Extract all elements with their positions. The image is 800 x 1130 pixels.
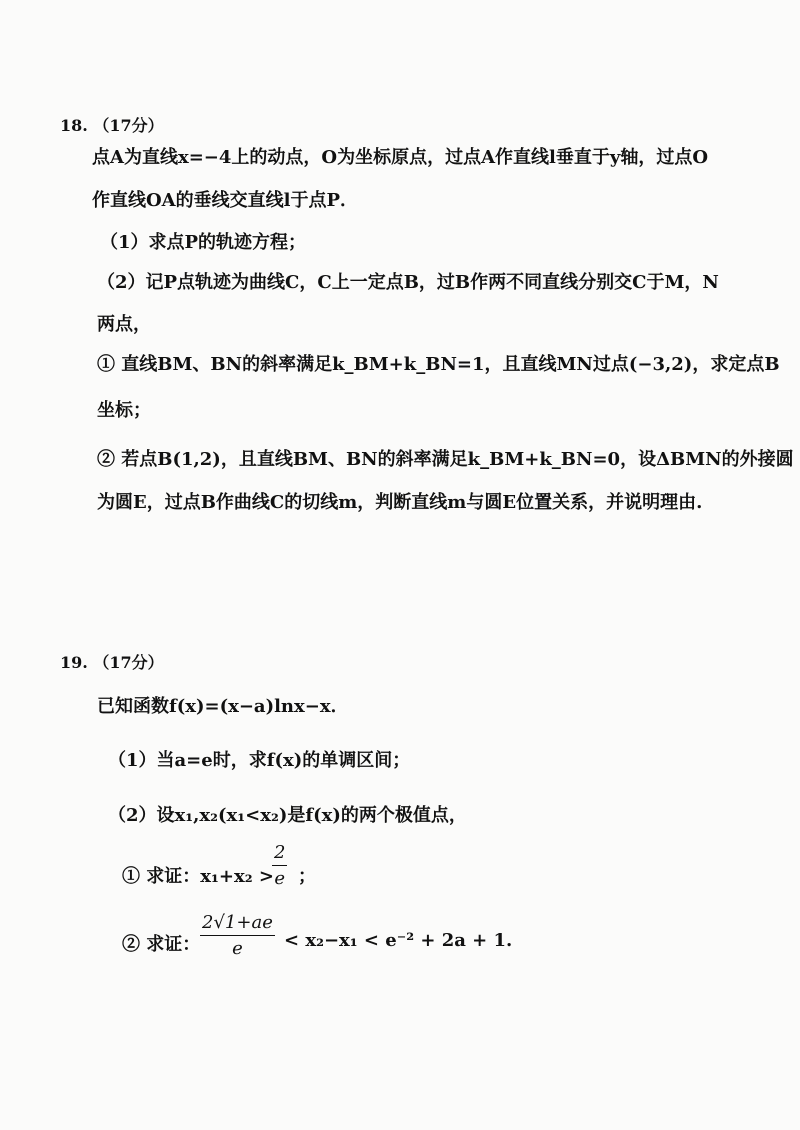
q18-line-7: 坐标；	[97, 400, 151, 421]
q18-line-3: （1）求点P的轨迹方程；	[100, 232, 307, 253]
q18-line-4: （2）记P点轨迹为曲线C，C上一定点B，过B作两不同直线分别交C于M，N	[97, 272, 719, 293]
q18-line-6: ① 直线BM、BN的斜率满足k_BM+k_BN=1，且直线MN过点(−3,2)，求定点B	[97, 354, 780, 375]
q18-line-5: 两点，	[97, 314, 151, 335]
q19-line-5-suffix: < x₂−x₁ < e⁻² + 2a + 1.	[284, 930, 513, 951]
q18-line-2: 作直线OA的垂线交直线l于点P．	[92, 190, 359, 211]
q19-header: 19. （17分）	[60, 653, 164, 672]
q19-fraction-1-numerator: 2	[272, 842, 287, 866]
q18-line-9: 为圆E，过点B作曲线C的切线m，判断直线m与圆E位置关系，并说明理由.	[97, 492, 703, 513]
q18-line-1: 点A为直线x=−4上的动点，O为坐标原点，过点A作直线l垂直于y轴，过点O	[92, 147, 709, 168]
q19-fraction-1	[272, 842, 287, 889]
q19-fraction-1-denominator: e	[274, 868, 286, 889]
q19-fraction-2-numerator: 2√1+ae	[200, 912, 275, 936]
q19-fraction-2-denominator: e	[232, 938, 243, 959]
q19-line-1: 已知函数f(x)=(x−a)lnx−x．	[97, 696, 349, 717]
q19-line-2: （1）当a=e时，求f(x)的单调区间；	[108, 750, 411, 771]
q18-header: 18. （17分）	[60, 116, 164, 135]
q19-line-4-suffix: ；	[298, 866, 316, 887]
q18-line-8: ② 若点B(1,2)，且直线BM、BN的斜率满足k_BM+k_BN=0，设ΔBMN的外接圆	[97, 449, 794, 470]
q19-line-3: （2）设x₁,x₂(x₁<x₂)是f(x)的两个极值点，	[108, 805, 467, 826]
q19-line-4-prefix: ① 求证：x₁+x₂ >	[122, 866, 274, 887]
q19-line-5-prefix: ② 求证：	[122, 934, 201, 955]
q19-fraction-2	[200, 912, 275, 959]
